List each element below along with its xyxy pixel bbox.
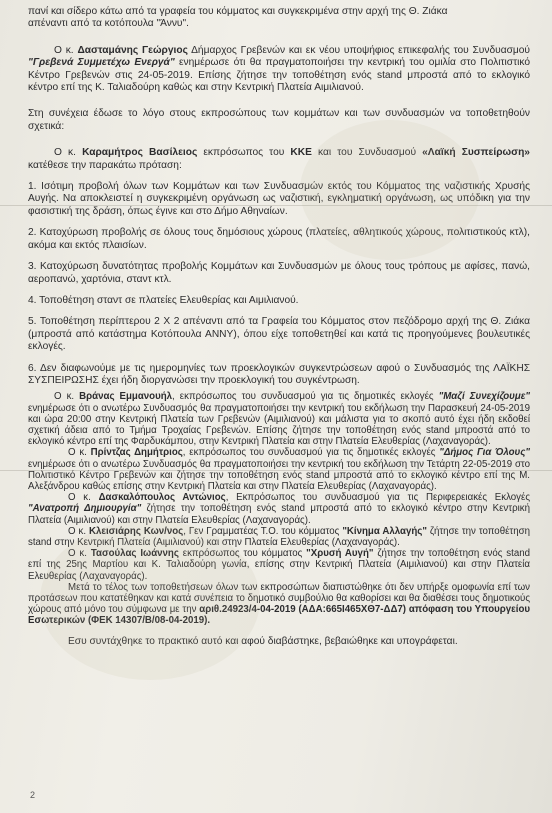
paper-stain	[40, 520, 260, 680]
paragraph-vranas: Ο κ. Βράνας Εμμανουήλ, εκπρόσωπος του συνδυασμού για τις δημοτικές εκλογές "Μαζί Συνεχίζουμε" ενημέρωσε ότι ο ανωτέρω Συνδυασμός θα πραγματοποιήσει την κεντρική του εκδήλωση την Παρασκευή 24-05-2019 και ώρα 20:00 στην Κεντρική Πλατεία των Γρεβενών (Αιμιλιανού) και μάλιστα για το σκοπό αυτό έχει ήδη εκδοθεί σχετική άδεια από το Τμήμα Τροχαίας Γρεβενών. Επίσης ζήτησε την τοποθέτηση ενός stand μπροστά από το εκλογικό κέντρο επί της Φαρδυκάμπου, στην Κεντρική Πλατεία και στην Πλατεία Ελευθερίας (Λαχαναγοράς).	[28, 391, 530, 448]
proposal-item: 2. Κατοχύρωση προβολής σε όλους τους δημόσιους χώρους (πλατείες, αθλητικούς χώρους, πολιτιστικούς κτλ), ακόμα και εκτός πλαισίων.	[28, 227, 530, 251]
paper-fold	[0, 470, 552, 471]
paragraph-printzas: Ο κ. Πρίντζας Δημήτριος, εκπρόσωπος του συνδυασμού για τις δημοτικές εκλογές "Δήμος Για Όλους" ενημέρωσε ότι ο ανωτέρω Συνδυασμός θα πραγματοποιήσει την κεντρική του εκδήλωση την Τετάρτη 22-05-2019 στο Πολιτιστικό Κέντρο Γρεβενών και ζήτησε την τοποθέτηση ενός stand μπροστά από το εκλογικό κέντρο επί της Μ. Αλεξάνδρου καθώς επίσης στην Κεντρική Πλατεία και στην Πλατεία Ελευθερίας (Λαχαναγοράς).	[28, 447, 530, 492]
paragraph-tasoulas: Ο κ. Τασούλας Ιωάννης εκπρόσωπος του κόμματος "Χρυσή Αυγή" ζήτησε την τοποθέτηση ενός stand επί της 25ης Μαρτίου και Κ. Ταλιαδούρη γωνία, επίσης στην Κεντρική Πλατεία (Αιμιλιανού) και στην Πλατεία Ελευθερίας (Λαχαναγοράς).	[28, 548, 530, 582]
paper-fold	[0, 205, 552, 206]
proposal-item: 6. Δεν διαφωνούμε με τις ημερομηνίες των προεκλογικών συγκεντρώσεων αφού ο Συνδυασμός της ΛΑΪΚΗΣ ΣΥΣΠΕΙΡΩΣΗΣ έχει ήδη διοργανώσει την προεκλογική του συγκέντρωση.	[28, 362, 530, 386]
paragraph-conclusion: Μετά το τέλος των τοποθετήσεων όλων των εκπροσώπων διαπιστώθηκε ότι δεν υπήρξε ομοφωνία επί των προτάσεων που κατατέθηκαν και κατά συνέπεια το δημοτικό συμβούλιο θα καθορίσει και θα διαθέσει τους δημοτικούς χώρους από μόνο του σύμφωνα με την αριθ.24923/4-04-2019 (ΑΔΑ:665Ι465ΧΘ7-ΔΔ7) απόφαση του Υπουργείου Εσωτερικών (ΦΕΚ 14307/Β/08-04-2019).	[28, 581, 531, 627]
paragraph-dastamanis: Ο κ. Δασταμάνης Γεώργιος Δήμαρχος Γρεβενών και εκ νέου υποψήφιος επικεφαλής του Συνδυασμού "Γρεβενά Συμμετέχω Ενεργά" ενημέρωσε ότι θα πραγματοποιήσει την κεντρική του ομιλία στο Πολιτιστικό Κέντρο Γρεβενών στις 24-05-2019. Επίσης ζήτησε την τοποθέτηση ενός stand μπροστά από το εκλογικό κέντρο επί της Κ. Ταλιαδούρη καθώς και στην Κεντρική Πλατεία Αιμιλιανού.	[28, 44, 530, 94]
paper-stain	[300, 120, 480, 260]
page-number: 2	[30, 789, 36, 800]
proposal-item: 4. Τοποθέτηση σταντ σε πλατείες Ελευθερίας και Αιμιλιανού.	[28, 294, 299, 306]
paragraph-kleisiaris: Ο κ. Κλεισιάρης Κων/νος, Γεν Γραμματέας Τ.Ο. του κόμματος "Κίνημα Αλλαγής" ζήτησε την τοποθέτηση stand στην Κεντρική Πλατεία (Αιμιλιανού) και στην Πλατεία Ελευθερίας (Λαχαναγοράς).	[28, 525, 530, 548]
paragraph-transition: Στη συνέχεια έδωσε το λόγο στους εκπροσώπους των κομμάτων και των συνδυασμών να τοποθετηθούν σχετικά:	[28, 108, 530, 132]
proposal-item: 3. Κατοχύρωση δυνατότητας προβολής Κομμάτων και Συνδυασμών με όλους τους τρόπους με αφίσες, πανώ, αεροπανώ, χαρτόνια, σταντ κτλ.	[28, 261, 530, 285]
paragraph-karamitros: Ο κ. Καραμήτρος Βασίλειος εκπρόσωπος του ΚΚΕ και του Συνδυασμού «Λαϊκή Συσπείρωση» κατέθεσε την παρακάτω πρόταση:	[28, 147, 530, 171]
paragraph-closing: Εσυ συντάχθηκε το πρακτικό αυτό και αφού διαβάστηκε, βεβαιώθηκε και υπογράφεται.	[68, 635, 458, 647]
intro-line-2: απέναντι από τα κοτόπουλα "Άννυ".	[28, 18, 189, 30]
intro-line-1: πανί και σίδερο κάτω από τα γραφεία του κόμματος και συγκεκριμένα στην αρχή της Θ. Ζιάκα	[28, 6, 448, 17]
proposal-item: 5. Τοποθέτηση περίπτερου 2 Χ 2 απέναντι από τα Γραφεία του Κόμματος στον πεζόδρομο αρχή της Θ. Ζιάκα (μπροστά από κατάστημα Κοτόπουλα ΑΝΝΥ), όπου είχε τοποθετηθεί και κατά τις προηγούμενες βουλευτικές εκλογές.	[28, 316, 530, 353]
paragraph-daskalopoulos: Ο κ. Δασκαλόπουλος Αντώνιος, Εκπρόσωπος του συνδυασμού για τις Περιφερειακές Εκλογές "Ανατροπή Δημιουργία" ζήτησε την τοποθέτηση ενός stand μπροστά από το εκλογικό κέντρο στην Κεντρική Πλατεία (Αιμιλιανού) και στην Πλατεία Ελευθερίας (Λαχαναγοράς).	[28, 492, 530, 526]
proposal-item: 1. Ισότιμη προβολή όλων των Κομμάτων και των Συνδυασμών εκτός του Κόμματος της ναζιστικής Χρυσής Αυγής. Να αποκλειστεί η συγκεκριμένη οργάνωση ως ναζιστική, εγκληματική οργάνωση, ως υπόδικη για την φασιστική της δράση, όπως έγινε και στο Δήμο Αθηναίων.	[28, 181, 530, 217]
